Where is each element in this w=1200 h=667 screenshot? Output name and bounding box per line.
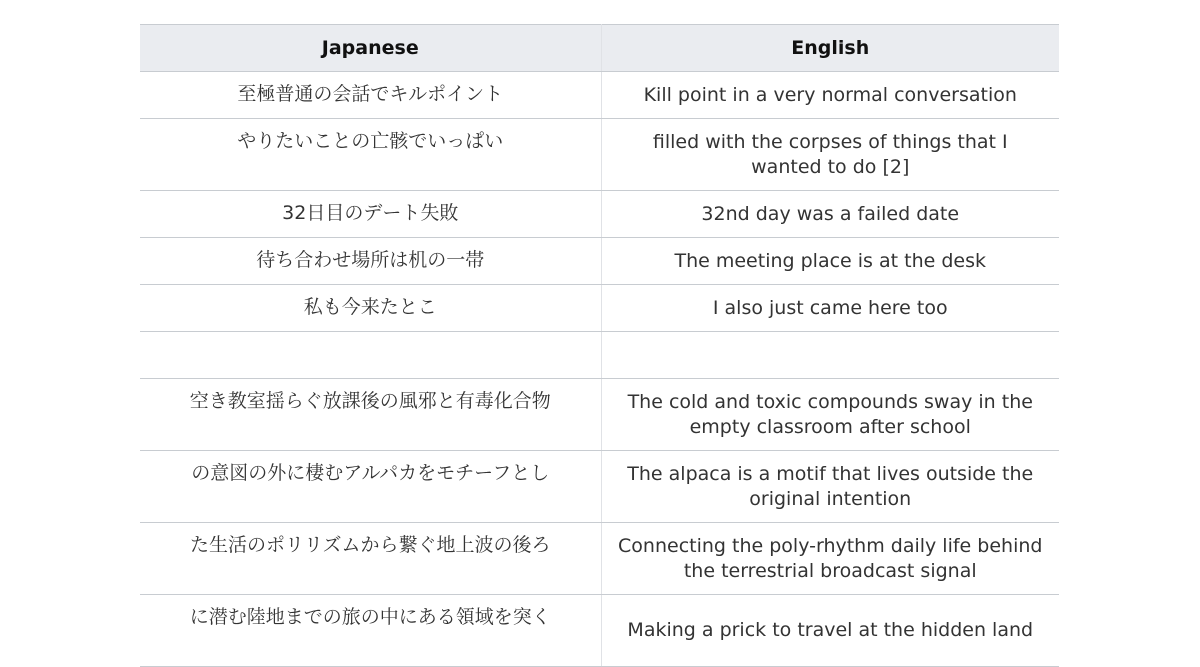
japanese-cell: 32日目のデート失敗 xyxy=(140,191,601,238)
lyrics-table xyxy=(140,24,1059,667)
english-cell: The alpaca is a motif that lives outside the original intention xyxy=(601,451,1059,523)
table-row xyxy=(140,72,1059,119)
english-cell: The meeting place is at the desk xyxy=(601,238,1059,285)
table-row-blank xyxy=(140,332,1059,379)
english-cell: 32nd day was a failed date xyxy=(601,191,1059,238)
table-row xyxy=(140,285,1059,332)
japanese-cell: 待ち合わせ場所は机の一帯 xyxy=(140,238,601,285)
english-cell: Connecting the poly-rhythm daily life behind the terrestrial broadcast signal xyxy=(601,523,1059,595)
english-cell: Making a prick to travel at the hidden land xyxy=(601,595,1059,667)
header-japanese: Japanese xyxy=(140,25,601,72)
japanese-cell: やりたいことの亡骸でいっぱい xyxy=(140,119,601,191)
table-row xyxy=(140,595,1059,667)
english-cell: I also just came here too xyxy=(601,285,1059,332)
japanese-cell: に潜む陸地までの旅の中にある領域を突く xyxy=(140,595,601,667)
japanese-cell xyxy=(140,332,601,379)
table-header-row xyxy=(140,25,1059,72)
lyrics-table-container xyxy=(140,24,1059,667)
english-cell: Kill point in a very normal conversation xyxy=(601,72,1059,119)
japanese-cell: の意図の外に棲むアルパカをモチーフとし xyxy=(140,451,601,523)
japanese-cell: た生活のポリリズムから繋ぐ地上波の後ろ xyxy=(140,523,601,595)
header-english: English xyxy=(601,25,1059,72)
table-row xyxy=(140,191,1059,238)
table-row xyxy=(140,119,1059,191)
english-cell: The cold and toxic compounds sway in the empty classroom after school xyxy=(601,379,1059,451)
english-cell xyxy=(601,332,1059,379)
english-cell: filled with the corpses of things that I wanted to do [2] xyxy=(601,119,1059,191)
japanese-cell: 至極普通の会話でキルポイント xyxy=(140,72,601,119)
table-row xyxy=(140,238,1059,285)
table-row xyxy=(140,523,1059,595)
table-row xyxy=(140,379,1059,451)
japanese-cell: 空き教室揺らぐ放課後の風邪と有毒化合物 xyxy=(140,379,601,451)
table-row xyxy=(140,451,1059,523)
japanese-cell: 私も今来たとこ xyxy=(140,285,601,332)
